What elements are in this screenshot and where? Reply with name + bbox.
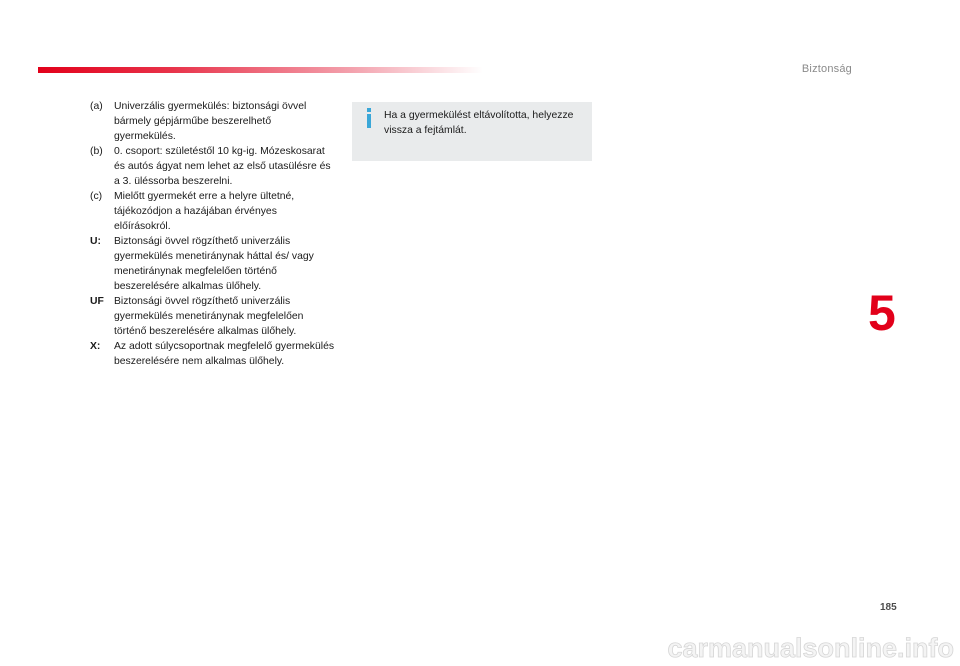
definition-item — [90, 234, 335, 294]
definition-key: U: — [90, 236, 101, 247]
definition-text: Biztonsági övvel rögzíthető univerzális gyermekülés menetiránynak megfelelően történő beszerelésére alkalmas ülőhely. — [114, 296, 304, 337]
section-title: Biztonság — [801, 63, 852, 75]
watermark-text: carmanualsonline.info — [667, 633, 954, 663]
definition-key: (b) — [90, 146, 103, 157]
definition-key: (a) — [90, 101, 103, 112]
info-icon — [364, 108, 374, 128]
definition-item — [90, 144, 335, 189]
definition-text: Az adott súlycsoportnak megfelelő gyermekülés beszerelésére nem alkalmas ülőhely. — [114, 341, 335, 367]
definition-key: (c) — [90, 191, 103, 202]
definitions-list — [90, 99, 335, 369]
definition-text: Mielőtt gyermekét erre a helyre ültetné, tájékozódjon a hazájában érvényes előírásokról. — [114, 191, 295, 232]
header-accent-bar — [38, 67, 483, 73]
page-number: 185 — [880, 602, 897, 613]
definition-item — [90, 99, 335, 144]
definition-item — [90, 189, 335, 234]
definition-text: 0. csoport: születéstől 10 kg-ig. Mózeskosarat és autós ágyat nem lehet az első utasülésre és a 3. üléssorba beszerelni. — [114, 146, 331, 187]
definition-item — [90, 339, 335, 369]
definition-key: X: — [90, 341, 101, 352]
watermark-logo — [576, 632, 956, 664]
info-text: Ha a gyermekülést eltávolította, helyezze vissza a fejtámlát. — [384, 110, 574, 136]
definition-text: Univerzális gyermekülés: biztonsági övvel bármely gépjárműbe beszerelhető gyermekülés. — [114, 101, 307, 142]
chapter-number: 5 — [868, 285, 896, 341]
definition-item — [90, 294, 335, 339]
info-box — [352, 102, 592, 161]
definition-key: UF — [90, 296, 104, 307]
definition-text: Biztonsági övvel rögzíthető univerzális gyermekülés menetiránynak háttal és/ vagy menetiránynak megfelelően történő beszerelésére alkalmas ülőhely. — [114, 236, 314, 292]
